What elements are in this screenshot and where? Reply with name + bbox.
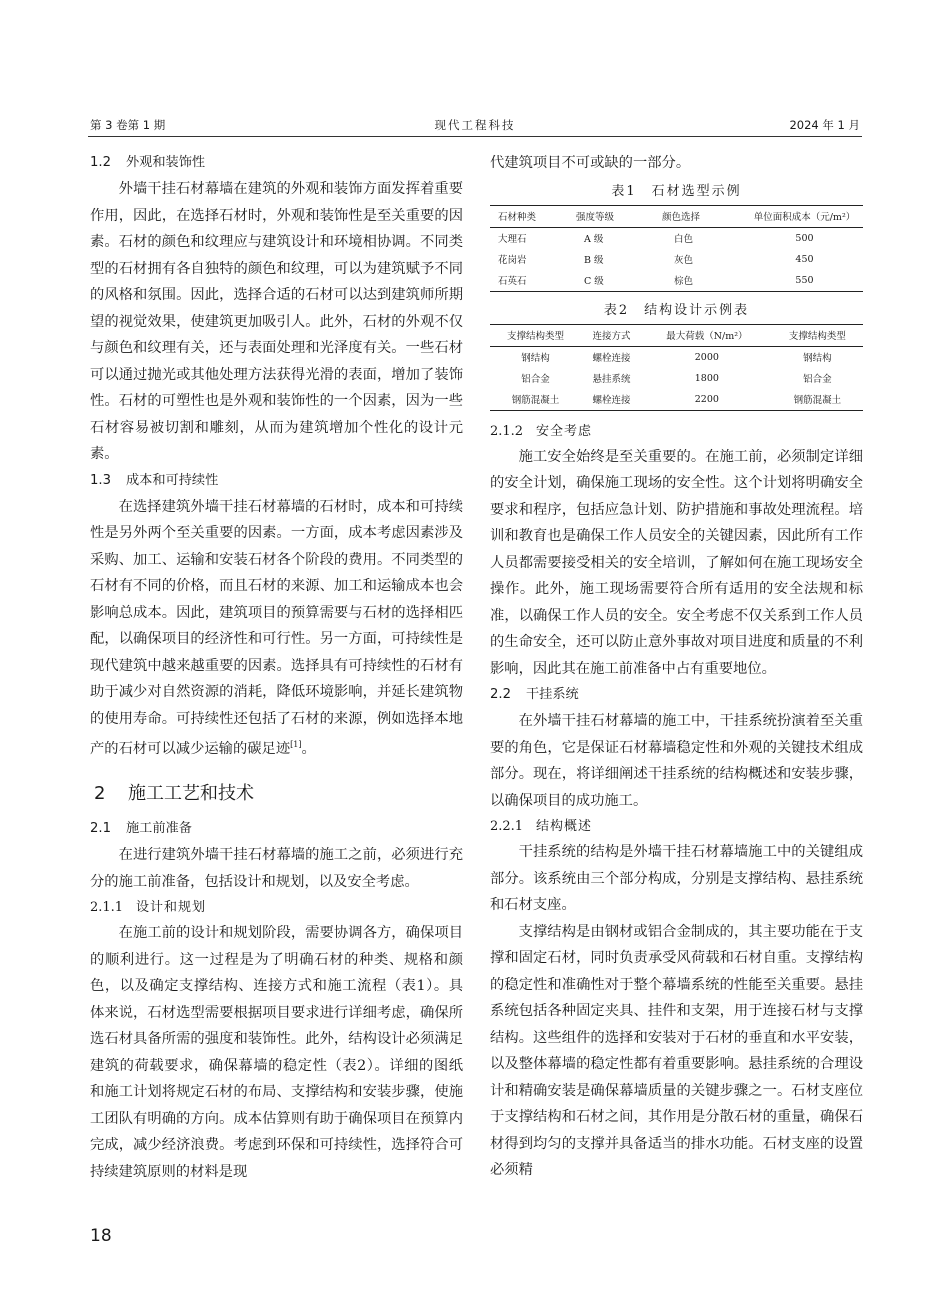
section-heading-2-1: 2.1 施工前准备 <box>90 821 192 837</box>
table-row <box>490 346 863 368</box>
paragraph-cost-sustainability: 在选择建筑外墙干挂石材幕墙的石材时，成本和可持续性是另外两个至关重要的因素。一方面，成本考虑因素涉及采购、加工、运输和安装石材各个阶段的费用。不同类型的石材有不同的价格，而且石材的来源、加工和运输成本也会影响总成本。因此，建筑项目的预算需要与石材的选择相匹配，以确保项目的经济性和可行性。另一方面，可持续性是现代建筑中越来越重要的因素。选择具有可持续性的石材有助于减少对自然资源的消耗，降低环境影响，并延长建筑物的使用寿命。可持续性还包括了石材的来源，例如选择本地产的石材可以减少运输的碳足迹[1]。 <box>90 498 463 757</box>
table-cell: 钢筋混凝土 <box>772 389 863 411</box>
table-cell: 钢结构 <box>521 353 550 364</box>
table-header-row <box>490 205 863 227</box>
table-cell: 悬挂系统 <box>592 374 631 385</box>
table-cell: 550 <box>746 270 863 292</box>
paragraph-structure-overview: 干挂系统的结构是外墙干挂石材幕墙施工中的关键组成部分。该系统由三个部分构成，分别是支撑结构、悬挂系统和石材支座。 <box>490 844 863 913</box>
section-heading-2-1-2: 2.1.2 安全考虑 <box>490 423 593 439</box>
table-cell: 铝合金 <box>521 374 550 385</box>
table-cell: 1800 <box>694 372 719 384</box>
paragraph-support-structure: 支撑结构是由钢材或铝合金制成的，其主要功能在于支撑和固定石材，同时负责承受风荷载和石材自重。支撑结构的稳定性和准确性对于整个幕墙系统的性能至关重要。悬挂系统包括各种固定夹具、挂件和支架，用于连接石材与支撑结构。这些组件的选择和安装对于石材的垂直和水平安装，以及整体幕墙的稳定性都有着重要影响。悬挂系统的合理设计和精确安装是确保幕墙质量的关键步骤之一。石材支座位于支撑结构和石材之间，其作用是分散石材的重量，确保石材得到均匀的支撑并具备适当的排水功能。石材支座的设置必须精 <box>490 923 863 1178</box>
table-cell: 大理石 <box>498 234 527 245</box>
table-row <box>490 270 863 292</box>
table-cell: C 级 <box>576 270 662 292</box>
table-row <box>490 227 863 249</box>
table-structure-design <box>490 324 863 411</box>
paragraph-safety: 施工安全始终是至关重要的。在施工前，必须制定详细的安全计划，确保施工现场的安全性。这个计划将明确安全要求和程序，包括应急计划、防护措施和事故处理流程。培训和教育也是确保工作人员安全的关键因素，因此所有工作人员都需要接受相关的安全培训，了解如何在施工现场安全操作。此外，施工现场需要符合所有适用的安全法规和标准，以确保工作人员的安全。安全考虑不仅关系到工作人员的生命安全，还可以防止意外事故对项目进度和质量的不利影响，因此其在施工前准备中占有重要地位。 <box>490 448 863 677</box>
right-column <box>490 150 863 1184</box>
table-cell: 棕色 <box>662 270 746 292</box>
section-heading-1-2: 1.2 外观和装饰性 <box>90 155 206 170</box>
table-cell: 450 <box>795 253 814 265</box>
paragraph-continuation: 代建筑项目不可或缺的一部分。 <box>490 155 691 171</box>
table-row <box>490 368 863 389</box>
page-number: 18 <box>90 1226 112 1246</box>
paragraph-appearance: 外墙干挂石材幕墙在建筑的外观和装饰方面发挥着重要作用，因此，在选择石材时，外观和装饰性是至关重要的因素。石材的颜色和纹理应与建筑设计和环境相协调。不同类型的石材拥有各自独特的颜色和纹理，可以为建筑赋予不同的风格和氛围。因此，选择合适的石材可以达到建筑师所期望的视觉效果，使建筑更加吸引人。此外，石材的外观不仅与颜色和纹理有关，还与表面处理和光泽度有关。一些石材可以通过抛光或其他处理方法获得光滑的表面，增加了装饰性。石材的可塑性也是外观和装饰性的一个因素，因为一些石材容易被切割和雕刻，从而为建筑增加个性化的设计元素。 <box>90 181 463 462</box>
section-heading-2: 2 施工工艺和技术 <box>94 783 254 805</box>
table-header-row <box>490 324 863 346</box>
journal-volume-issue: 第 3 卷第 1 期 <box>90 118 166 132</box>
paragraph-preparation: 在进行建筑外墙干挂石材幕墙的施工之前，必须进行充分的施工前准备，包括设计和规划，以及安全考虑。 <box>90 847 463 890</box>
table-row <box>490 249 863 270</box>
table-cell: 螺栓连接 <box>592 353 631 364</box>
paragraph-design-planning: 在施工前的设计和规划阶段，需要协调各方，确保项目的顺利进行。这一过程是为了明确石材的种类、规格和颜色，以及确定支撑结构、连接方式和施工流程（表1）。具体来说，石材选型需要根据项目要求进行详细考虑，确保所选石材具备所需的强度和装饰性。此外，结构设计必须满足建筑的荷载要求，确保幕墙的稳定性（表2）。详细的图纸和施工计划将规定石材的布局、支撑结构和安装步骤，使施工团队有明确的方向。成本估算则有助于确保项目在预算内完成，减少经济浪费。考虑到环保和可持续性，选择符合可持续建筑原则的材料是现 <box>90 925 463 1180</box>
table-cell: 铝合金 <box>803 374 832 385</box>
citation-ref[interactable]: [1] <box>290 740 302 749</box>
table-cell: 2000 <box>694 351 719 363</box>
table-cell: 钢结构 <box>803 353 832 364</box>
journal-title: 现代工程科技 <box>434 118 516 132</box>
table-cell: 2200 <box>642 389 772 411</box>
table-cell: A 级 <box>584 234 604 245</box>
column-header: 石材种类 <box>490 205 576 227</box>
table-cell: 石英石 <box>490 270 576 292</box>
table-cell: B 级 <box>584 255 604 266</box>
table-cell: 500 <box>795 232 814 244</box>
table-1-caption: 表1 石材选型示例 <box>611 183 742 199</box>
table-2-caption: 表2 结构设计示例表 <box>603 302 750 318</box>
column-header: 强度等级 <box>576 205 662 227</box>
section-heading-2-1-1: 2.1.1 设计和规划 <box>90 900 207 916</box>
paragraph-hanging-system: 在外墙干挂石材幕墙的施工中，干挂系统扮演着至关重要的角色，它是保证石材幕墙稳定性和外观的关键技术组成部分。现在，将详细阐述干挂系统的结构概述和安装步骤，以确保项目的成功施工。 <box>490 713 863 809</box>
table-cell: 白色 <box>674 234 694 245</box>
running-header <box>88 112 862 137</box>
table-cell: 钢筋混凝土 <box>490 389 581 411</box>
section-heading-1-3: 1.3 成本和可持续性 <box>90 472 219 488</box>
table-cell: 螺栓连接 <box>581 389 642 411</box>
column-header: 支撑结构类型 <box>490 324 581 346</box>
table-stone-selection <box>490 205 863 292</box>
column-header: 单位面积成本（元/m²） <box>746 205 863 227</box>
section-heading-2-2: 2.2 干挂系统 <box>490 687 579 702</box>
column-header: 支撑结构类型 <box>772 324 863 346</box>
column-header: 最大荷载（N/m²） <box>642 324 772 346</box>
column-header: 连接方式 <box>581 324 642 346</box>
table-cell: 灰色 <box>674 255 694 266</box>
section-heading-2-2-1: 2.2.1 结构概述 <box>490 819 593 834</box>
left-column <box>90 150 463 1185</box>
table-cell: 花岗岩 <box>498 255 527 266</box>
column-header: 颜色选择 <box>662 205 746 227</box>
table-row <box>490 389 863 411</box>
publication-date: 2024 年 1 月 <box>789 118 860 132</box>
